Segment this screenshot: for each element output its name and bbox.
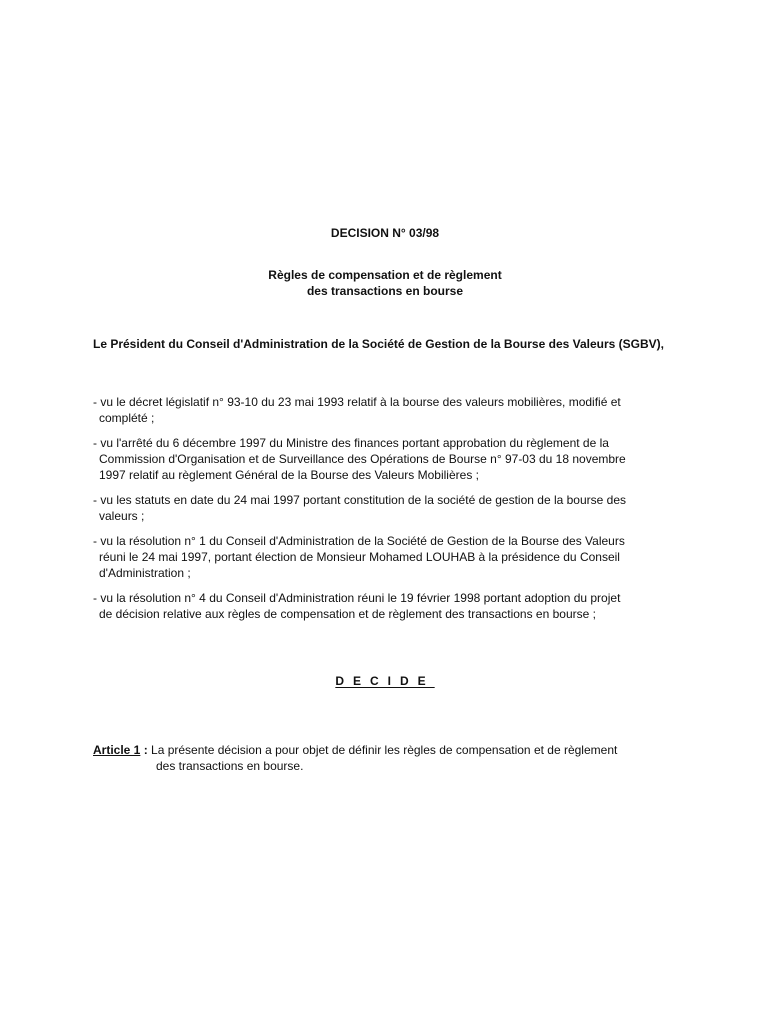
consideration-line: 1997 relatif au règlement Général de la Bourse des Valeurs Mobilières ; (99, 468, 479, 482)
preamble: Le Président du Conseil d'Administration de la Société de Gestion de la Bourse des Valeurs (SGBV), (93, 337, 664, 351)
consideration-item (93, 590, 683, 622)
considerations-list (93, 394, 683, 631)
consideration-item (93, 533, 683, 581)
article-1 (93, 742, 693, 774)
article-1-separator: : (140, 743, 152, 757)
subtitle-line: Règles de compensation et de règlement (268, 268, 502, 282)
article-1-label: Article 1 (93, 743, 141, 757)
decide-text: DECIDE (335, 674, 435, 688)
consideration-line: - vu le décret législatif n° 93-10 du 23 mai 1993 relatif à la bourse des valeurs mobilières, modifié et (93, 395, 621, 409)
consideration-item (93, 394, 683, 426)
consideration-line: d'Administration ; (99, 566, 191, 580)
subtitle-line: des transactions en bourse (306, 284, 464, 298)
consideration-line: de décision relative aux règles de compensation et de règlement des transactions en bourse ; (99, 607, 596, 621)
consideration-line: valeurs ; (99, 509, 145, 523)
article-1-first-line (93, 742, 693, 758)
decide-heading (0, 673, 770, 689)
consideration-line: Commission d'Organisation et de Surveillance des Opérations de Bourse n° 97-03 du 18 novembre (99, 452, 626, 466)
consideration-line: - vu la résolution n° 1 du Conseil d'Administration de la Société de Gestion de la Bourse des Valeurs (93, 534, 625, 548)
consideration-item (93, 435, 683, 483)
decision-subtitle (0, 267, 770, 299)
consideration-line: - vu l'arrêté du 6 décembre 1997 du Ministre des finances portant approbation du règlement de la (93, 436, 609, 450)
decision-title: DECISION N° 03/98 (330, 226, 440, 240)
article-1-continuation: des transactions en bourse. (156, 759, 304, 773)
consideration-item (93, 492, 683, 524)
article-1-text: La présente décision a pour objet de définir les règles de compensation et de règlement (151, 743, 618, 757)
consideration-line: réuni le 24 mai 1997, portant élection de Monsieur Mohamed LOUHAB à la présidence du Conseil (99, 550, 620, 564)
consideration-line: - vu les statuts en date du 24 mai 1997 portant constitution de la société de gestion de la bourse des (93, 493, 627, 507)
consideration-line: - vu la résolution n° 4 du Conseil d'Administration réuni le 19 février 1998 portant adoption du projet (93, 591, 621, 605)
consideration-line: complété ; (99, 411, 155, 425)
article-1-heading (93, 743, 151, 757)
